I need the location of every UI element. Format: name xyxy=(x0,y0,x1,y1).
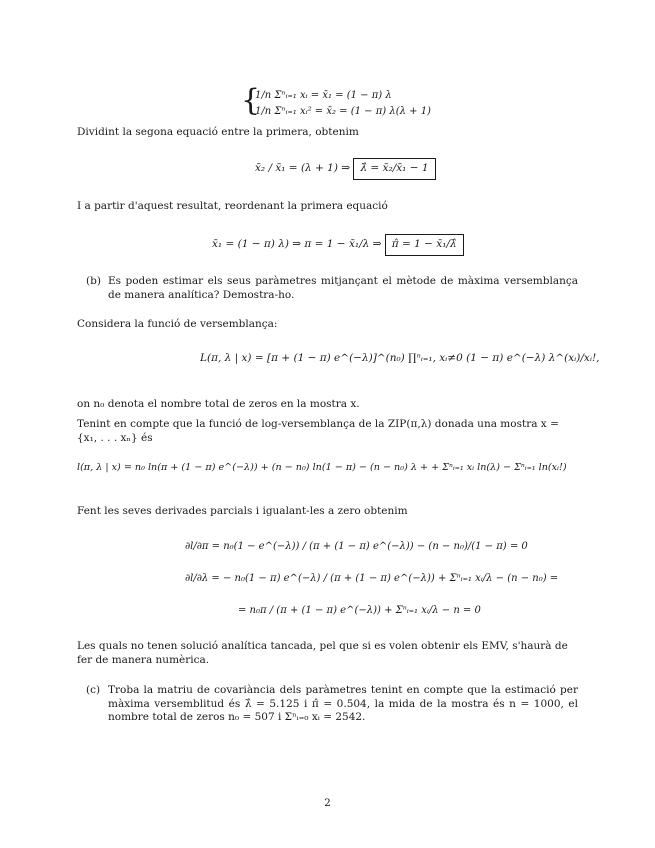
paragraph-from: I a partir d'aquest resultat, reordenant la primera equació xyxy=(77,200,388,212)
item-b xyxy=(86,275,578,302)
equation-likelihood: L(π, λ | x) = [π + (1 − π) e^(−λ)]^(n₀) ∏ⁿᵢ₌₁, xᵢ≠0 (1 − π) e^(−λ) λ^(xᵢ)/xᵢ!, xyxy=(200,352,600,364)
paragraph-n0: on n₀ denota el nombre total de zeros en la mostra x. xyxy=(77,398,360,410)
paragraph-conclusion: Les quals no tenen solució analítica tancada, pel que si es volen obtenir els EMV, s'haurà de fer de manera numèrica. xyxy=(77,640,568,666)
item-b-label: (b) xyxy=(86,275,101,287)
equation-lambda xyxy=(255,158,436,180)
paragraph-divide: Dividint la segona equació entre la primera, obtenim xyxy=(77,126,359,138)
equation-lambda-boxed: λ̂ = x̄₂/x̄₁ − 1 xyxy=(353,158,435,180)
equation-system-line1: 1/n Σⁿᵢ₌₁ xᵢ = x̄₁ = (1 − π) λ xyxy=(255,90,392,101)
equation-system-line2: 1/n Σⁿᵢ₌₁ xᵢ² = x̄₂ = (1 − π) λ(λ + 1) xyxy=(255,105,431,117)
paragraph-loglik: Tenint en compte que la funció de log-versemblança de la ZIP(π,λ) donada una mostra x = {x₁, . . . xₙ} és xyxy=(77,418,559,444)
equation-deriv-pi: ∂l/∂π = n₀(1 − e^(−λ)) / (π + (1 − π) e^(−λ)) − (n − n₀)/(1 − π) = 0 xyxy=(185,541,528,552)
brace: { xyxy=(241,83,261,118)
equation-pi xyxy=(212,234,464,256)
item-c-label: (c) xyxy=(86,684,101,696)
equation-lambda-lhs: x̄₂ / x̄₁ = (λ + 1) ⇒ xyxy=(255,162,351,174)
paragraph-likelihood: Considera la funció de versemblança: xyxy=(77,318,278,330)
equation-deriv-lambda: ∂l/∂λ = − n₀(1 − π) e^(−λ) / (π + (1 − π) e^(−λ)) + Σⁿᵢ₌₁ xᵢ/λ − (n − n₀) = xyxy=(185,573,559,584)
equation-pi-boxed: π̂ = 1 − x̄₁/λ̂ xyxy=(385,234,464,256)
equation-loglik: l(π, λ | x) = n₀ ln(π + (1 − π) e^(−λ)) + (n − n₀) ln(1 − π) − (n − n₀) λ + + Σⁿᵢ₌₁ xᵢ ln(λ) − Σⁿᵢ₌₁ ln(xᵢ!) xyxy=(77,462,567,473)
page-number: 2 xyxy=(324,797,331,809)
item-b-text: Es poden estimar els seus paràmetres mitjançant el mètode de màxima versemblança de manera analítica? Demostra-ho. xyxy=(108,275,578,301)
equation-system xyxy=(241,83,431,119)
paragraph-derivs: Fent les seves derivades parcials i igualant-les a zero obtenim xyxy=(77,505,408,517)
item-c-text: Troba la matriu de covariància dels paràmetres tenint en compte que la estimació per màxima versemblitud és λ̂ = 5.125 i π̂ = 0.504, la mida de la mostra és n = 1000, el nombre total de zeros n₀ = 507 i Σⁿᵢ₌₀ xᵢ = 2542. xyxy=(108,684,578,724)
equation-pi-lhs: x̄₁ = (1 − π) λ) ⇒ π = 1 − x̄₁/λ ⇒ xyxy=(212,238,382,250)
equation-deriv-lambda-cont: = n₀π / (π + (1 − π) e^(−λ)) + Σⁿᵢ₌₁ xᵢ/λ − n = 0 xyxy=(238,605,481,616)
item-c xyxy=(86,684,578,725)
